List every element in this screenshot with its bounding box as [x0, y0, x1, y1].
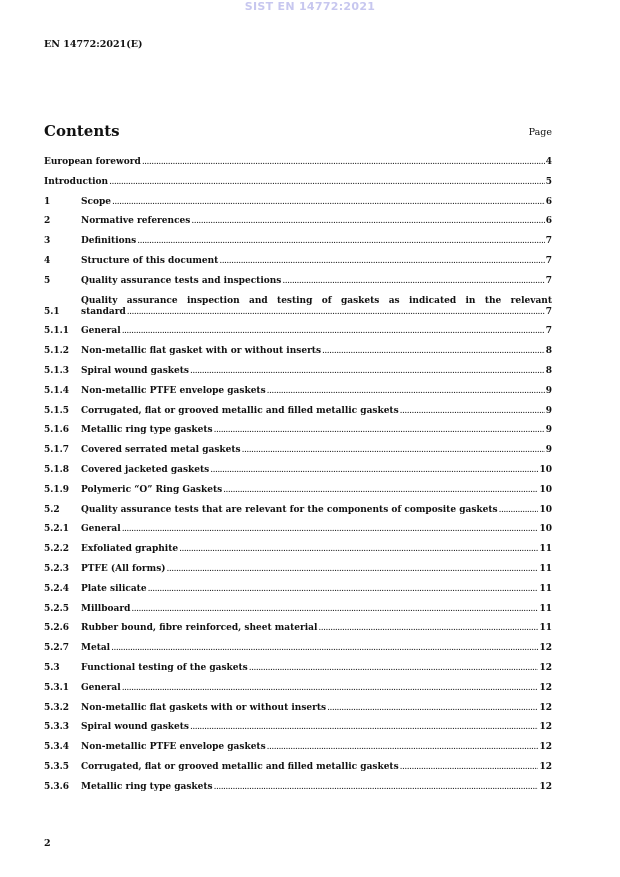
toc-entry-3[interactable]: [44, 236, 552, 247]
toc-entry-title-continued: standard: [81, 306, 126, 317]
toc-entry-2[interactable]: [44, 216, 552, 227]
toc-entry-5-3-2[interactable]: [44, 703, 552, 714]
toc-entry-title: Introduction: [44, 176, 109, 187]
toc-entry-page: 10: [539, 484, 552, 495]
toc-entry-number: 5.2.2: [44, 544, 70, 555]
toc-entry-5-2-1[interactable]: [44, 524, 552, 535]
toc-entry-title: General: [81, 682, 121, 693]
toc-entry-title: Covered serrated metal gaskets: [81, 445, 241, 456]
contents-title: Contents: [44, 122, 120, 140]
toc-entry-page: 6: [545, 196, 552, 207]
toc-entry-5-1-9[interactable]: [44, 485, 552, 496]
toc-entry-number: 5.2.4: [44, 583, 70, 594]
toc-entry-number: 5.1.7: [44, 445, 70, 456]
toc-entry-page: 7: [545, 275, 552, 286]
toc-entry-5-2-6[interactable]: [44, 623, 552, 634]
toc-leader-dots: [282, 276, 544, 287]
page-column-label: Page: [528, 127, 552, 138]
toc-entry-number: 5.3.5: [44, 761, 70, 772]
toc-entry-title: Millboard: [81, 603, 131, 614]
toc-entry-page: 5: [545, 176, 552, 187]
toc-entry-number: 5.1.1: [44, 326, 70, 337]
toc-leader-dots: [179, 544, 538, 555]
toc-entry-number: 5.1.8: [44, 464, 70, 475]
toc-leader-dots: [249, 663, 539, 674]
toc-entry-number: 5.1.9: [44, 484, 70, 495]
toc-entry-5-2-3[interactable]: [44, 564, 552, 575]
toc-entry-title: Polymeric “O” Ring Gaskets: [81, 484, 223, 495]
toc-entry-number: 5.2.3: [44, 563, 70, 574]
toc-entry-number: 5.1.4: [44, 385, 70, 396]
toc-entry-page: 7: [545, 236, 552, 247]
toc-entry-number: 5.1.3: [44, 365, 70, 376]
toc-leader-dots: [111, 643, 538, 654]
toc-entry-5-2-4[interactable]: [44, 584, 552, 595]
toc-leader-dots: [122, 683, 539, 694]
toc-entry-number: 5.3.4: [44, 742, 70, 753]
toc-entry-title: Plate silicate: [81, 583, 147, 594]
toc-entry-page: 12: [539, 643, 552, 654]
toc-entry-title: Definitions: [81, 236, 137, 247]
toc-leader-dots: [122, 524, 539, 535]
toc-entry-5-3-3[interactable]: [44, 722, 552, 733]
toc-entry-5-1-7[interactable]: [44, 445, 552, 456]
toc-entry-5-1[interactable]: [44, 296, 552, 318]
toc-leader-dots: [400, 762, 539, 773]
toc-entry-5-3-6[interactable]: [44, 782, 552, 793]
toc-entry-1[interactable]: [44, 197, 552, 208]
toc-entry-5-3[interactable]: [44, 663, 552, 674]
toc-entry-introduction[interactable]: [44, 177, 552, 188]
toc-leader-dots: [122, 326, 545, 337]
toc-entry-5-1-1[interactable]: [44, 326, 552, 337]
toc-entry-5-2[interactable]: [44, 505, 552, 516]
toc-entry-number: 5.3.2: [44, 702, 70, 713]
toc-entry-title: Corrugated, flat or grooved metallic and filled metallic gaskets: [81, 405, 399, 416]
toc-leader-dots: [142, 157, 545, 168]
toc-leader-dots: [127, 307, 545, 318]
toc-entry-5-3-1[interactable]: [44, 683, 552, 694]
toc-leader-dots: [131, 604, 538, 615]
toc-entry-page: 9: [545, 445, 552, 456]
toc-entry-number: 5.3.3: [44, 722, 70, 733]
toc-entry-5-3-5[interactable]: [44, 762, 552, 773]
toc-leader-dots: [223, 485, 538, 496]
toc-leader-dots: [214, 425, 545, 436]
toc-entry-page: 12: [539, 781, 552, 792]
toc-entry-page: 9: [545, 425, 552, 436]
toc-entry-number: 1: [44, 196, 51, 207]
toc-entry-number: 5.1: [44, 306, 60, 317]
table-of-contents: [44, 157, 552, 802]
toc-entry-title: Exfoliated graphite: [81, 544, 179, 555]
toc-leader-dots: [109, 177, 545, 188]
toc-entry-number: 5.3.1: [44, 682, 70, 693]
toc-leader-dots: [327, 703, 538, 714]
toc-entry-number: 3: [44, 236, 51, 247]
toc-leader-dots: [148, 584, 539, 595]
toc-leader-dots: [400, 406, 545, 417]
toc-entry-title: Covered jacketed gaskets: [81, 464, 210, 475]
toc-entry-title: European foreword: [44, 157, 141, 167]
toc-entry-number: 2: [44, 216, 51, 227]
toc-entry-page: 12: [539, 761, 552, 772]
toc-entry-title: Structure of this document: [81, 255, 219, 266]
toc-entry-title: Spiral wound gaskets: [81, 722, 189, 733]
toc-leader-dots: [242, 445, 545, 456]
toc-entry-number: 5: [44, 275, 51, 286]
toc-leader-dots: [214, 782, 539, 793]
toc-entry-european-foreword[interactable]: [44, 157, 552, 168]
toc-leader-dots: [167, 564, 539, 575]
toc-entry-title: General: [81, 326, 121, 337]
toc-entry-page: 6: [545, 216, 552, 227]
toc-entry-title: Non-metallic flat gasket with or without inserts: [81, 346, 322, 357]
toc-entry-page: 10: [539, 524, 552, 535]
toc-entry-number: 5.1.5: [44, 405, 70, 416]
toc-leader-dots: [210, 465, 538, 476]
toc-entry-title: Rubber bound, fibre reinforced, sheet material: [81, 623, 318, 634]
toc-entry-page: 11: [539, 623, 552, 634]
toc-entry-title: Spiral wound gaskets: [81, 365, 189, 376]
toc-entry-title: Quality assurance tests and inspections: [81, 275, 282, 286]
toc-entry-5-1-2[interactable]: [44, 346, 552, 357]
toc-entry-number: 5.3.6: [44, 781, 70, 792]
toc-entry-page: 11: [539, 563, 552, 574]
toc-entry-title: General: [81, 524, 121, 535]
toc-entry-page: 4: [545, 157, 552, 167]
toc-entry-5-1-5[interactable]: [44, 406, 552, 417]
toc-entry-number: 4: [44, 255, 51, 266]
toc-entry-5-1-6[interactable]: [44, 425, 552, 436]
toc-entry-title: Functional testing of the gaskets: [81, 662, 248, 673]
toc-entry-5-2-5[interactable]: [44, 604, 552, 615]
toc-entry-5-1-3[interactable]: [44, 366, 552, 377]
toc-entry-5-2-7[interactable]: [44, 643, 552, 654]
toc-entry-5-2-2[interactable]: [44, 544, 552, 555]
toc-entry-number: 5.1.6: [44, 425, 70, 436]
toc-entry-number: 5.2: [44, 504, 60, 515]
toc-entry-page: 10: [539, 464, 552, 475]
toc-leader-dots: [137, 236, 545, 247]
toc-entry-page: 7: [545, 326, 552, 337]
toc-entry-title: Non-metallic PTFE envelope gaskets: [81, 385, 266, 396]
toc-entry-page: 8: [545, 365, 552, 376]
toc-entry-title: Metal: [81, 643, 111, 654]
toc-entry-page: 12: [539, 742, 552, 753]
toc-leader-dots: [267, 386, 545, 397]
toc-entry-number: 5.1.2: [44, 346, 70, 357]
toc-entry-page: 9: [545, 385, 552, 396]
watermark: SIST EN 14772:2021: [244, 0, 376, 13]
toc-leader-dots: [499, 505, 539, 516]
toc-entry-number: 5.3: [44, 662, 60, 673]
toc-leader-dots: [219, 256, 544, 267]
toc-leader-dots: [267, 742, 539, 753]
toc-entry-page: 12: [539, 722, 552, 733]
toc-entry-number: 5.2.1: [44, 524, 70, 535]
toc-entry-page: 9: [545, 405, 552, 416]
toc-entry-title: Non-metallic PTFE envelope gaskets: [81, 742, 266, 753]
toc-leader-dots: [322, 346, 545, 357]
document-id: EN 14772:2021(E): [44, 39, 143, 50]
toc-entry-page: 7: [545, 255, 552, 266]
toc-entry-title: Quality assurance tests that are relevant for the components of composite gaskets: [81, 504, 498, 515]
toc-leader-dots: [190, 366, 545, 377]
toc-entry-number: 5.2.5: [44, 603, 70, 614]
toc-entry-page: 10: [539, 504, 552, 515]
toc-entry-number: 5.2.7: [44, 643, 70, 654]
toc-entry-5-1-4[interactable]: [44, 386, 552, 397]
toc-leader-dots: [191, 216, 544, 227]
toc-entry-title: Corrugated, flat or grooved metallic and filled metallic gaskets: [81, 761, 399, 772]
toc-entry-5-1-8[interactable]: [44, 465, 552, 476]
toc-leader-dots: [190, 722, 538, 733]
toc-entry-page: 12: [539, 702, 552, 713]
toc-entry-title: Metallic ring type gaskets: [81, 425, 213, 436]
toc-entry-title: Metallic ring type gaskets: [81, 781, 213, 792]
toc-entry-page: 11: [539, 544, 552, 555]
toc-entry-page: 12: [539, 682, 552, 693]
toc-entry-page: 7: [545, 306, 552, 317]
toc-entry-number: 5.2.6: [44, 623, 70, 634]
toc-entry-title: PTFE (All forms): [81, 563, 166, 574]
toc-entry-title: Non-metallic flat gaskets with or without inserts: [81, 702, 327, 713]
toc-entry-4[interactable]: [44, 256, 552, 267]
toc-entry-page: 11: [539, 603, 552, 614]
toc-entry-title: Quality assurance inspection and testing of gaskets as indicated in the relevant: [81, 295, 552, 306]
toc-leader-dots: [112, 197, 545, 208]
toc-entry-page: 11: [539, 583, 552, 594]
toc-entry-page: 8: [545, 346, 552, 357]
toc-entry-5-3-4[interactable]: [44, 742, 552, 753]
toc-entry-5[interactable]: [44, 276, 552, 287]
page-number: 2: [44, 838, 51, 849]
toc-entry-title: Scope: [81, 196, 112, 207]
toc-leader-dots: [318, 623, 538, 634]
toc-entry-title: Normative references: [81, 216, 191, 227]
toc-entry-page: 12: [539, 662, 552, 673]
